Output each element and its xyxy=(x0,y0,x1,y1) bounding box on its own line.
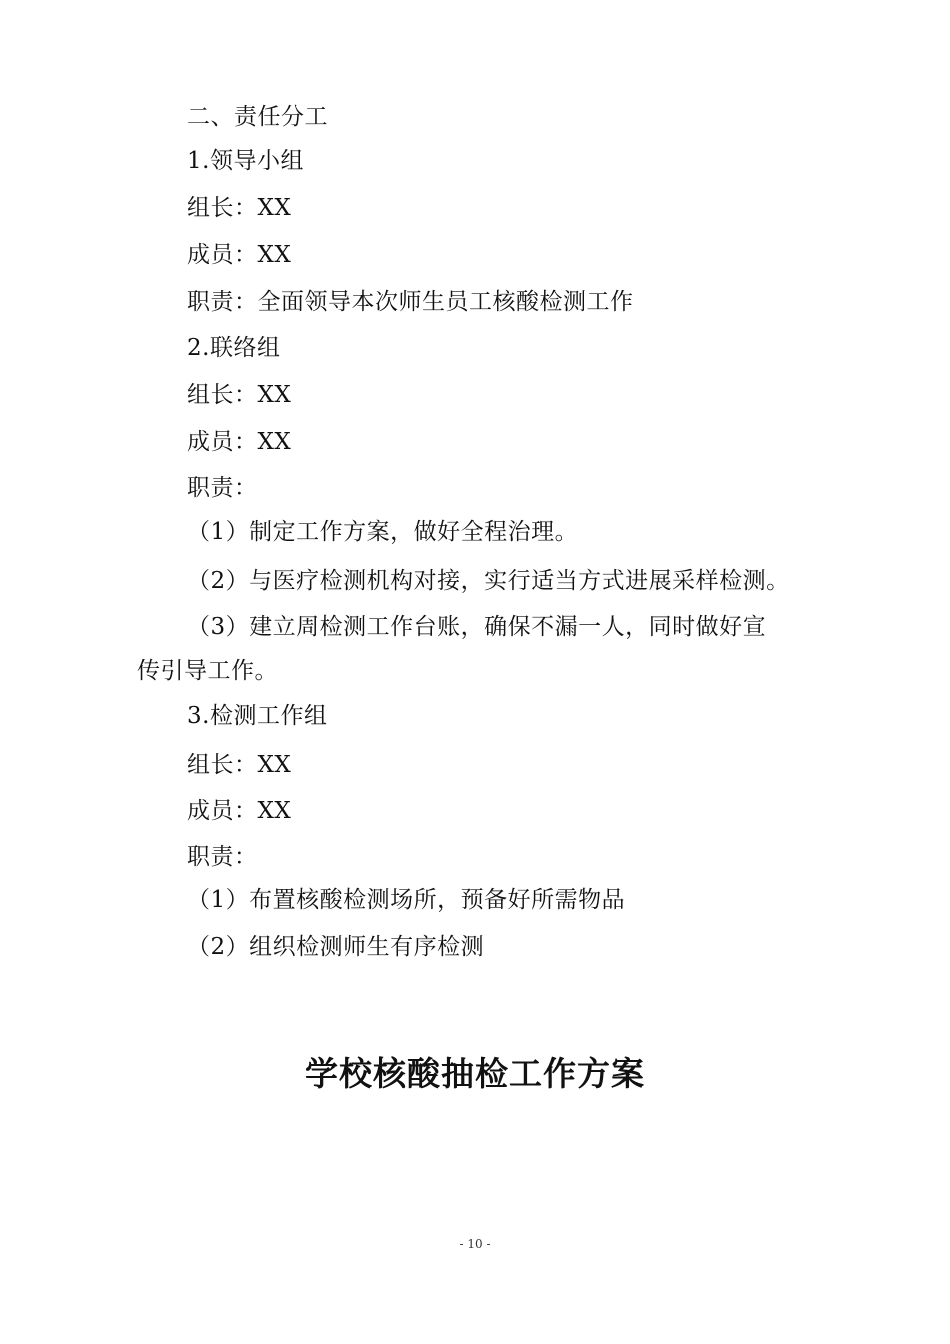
duties-line: 职责：全面领导本次师生员工核酸检测工作 xyxy=(187,289,634,315)
duties-line: 职责： xyxy=(187,475,258,501)
members-line: 成员：XX xyxy=(187,429,292,455)
duties-line: 职责： xyxy=(187,844,258,870)
subsection-heading-liaison: 2.联络组 xyxy=(187,335,281,361)
duty-item: （3）建立周检测工作台账，确保不漏一人，同时做好宣 xyxy=(187,614,767,640)
duty-item: （2）与医疗检测机构对接，实行适当方式进展采样检测。 xyxy=(187,568,790,594)
section-heading: 二、责任分工 xyxy=(187,104,328,130)
leader-line: 组长：XX xyxy=(187,752,292,778)
members-line: 成员：XX xyxy=(187,798,292,824)
subsection-heading-leadership: 1.领导小组 xyxy=(187,148,304,174)
subsection-heading-testing: 3.检测工作组 xyxy=(187,703,328,729)
document-title: 学校核酸抽检工作方案 xyxy=(305,1054,645,1093)
duty-item: （2）组织检测师生有序检测 xyxy=(187,934,485,960)
duty-item: （1）制定工作方案，做好全程治理。 xyxy=(187,519,579,545)
duty-item-continuation: 传引导工作。 xyxy=(137,658,278,684)
page-number: - 10 - xyxy=(459,1237,491,1251)
leader-line: 组长：XX xyxy=(187,382,292,408)
duty-item: （1）布置核酸检测场所，预备好所需物品 xyxy=(187,887,626,913)
members-line: 成员：XX xyxy=(187,242,292,268)
leader-line: 组长：XX xyxy=(187,195,292,221)
